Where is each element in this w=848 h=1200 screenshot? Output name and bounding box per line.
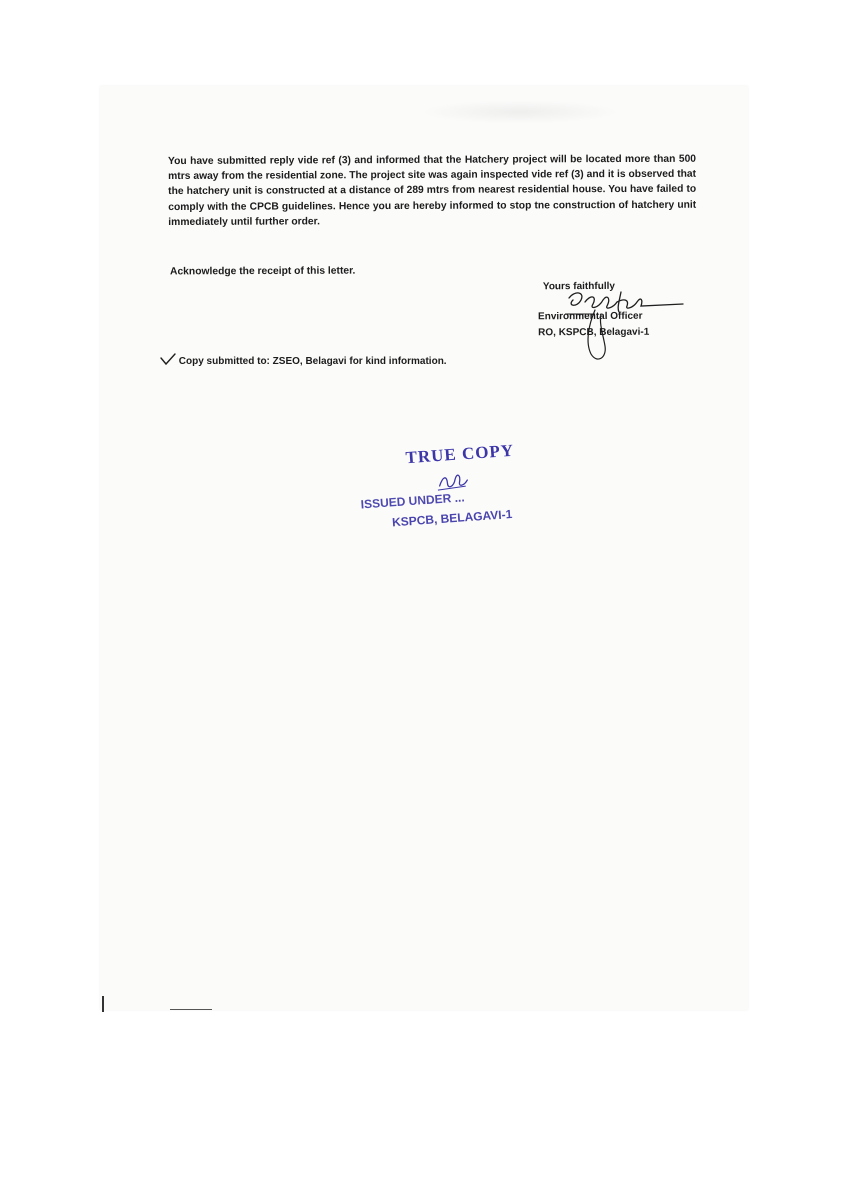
handwritten-signature xyxy=(555,284,695,370)
scan-edge-mark xyxy=(102,996,104,1012)
stamp-issued-line: ISSUED UNDER ... xyxy=(360,490,466,512)
letter-body-paragraph: You have submitted reply vide ref (3) and informed that the Hatchery project will be located more than 500 mtrs away from the residential zone. The project site was again inspected vide ref (3) and it is observed that the hatchery unit is constructed at a distance of 289 mtrs from nearest residential house. You have failed to comply with the CPCB guidelines. Hence you are hereby informed to stop tne construction of hatchery unit immediately until further order. xyxy=(168,153,697,228)
check-mark-icon xyxy=(160,352,176,366)
closing-text: Yours faithfully xyxy=(542,280,615,293)
copy-submitted-text: Copy submitted to: ZSEO, Belagavi for kind information. xyxy=(178,356,447,367)
designation-text: Environmental Officer xyxy=(538,310,643,323)
scan-smudge xyxy=(420,100,620,124)
copy-submitted-line xyxy=(160,352,447,367)
true-copy-stamp xyxy=(355,430,582,549)
office-text: RO, KSPCB, Belagavi-1 xyxy=(538,326,650,339)
stamp-title: TRUE COPY xyxy=(404,440,515,468)
stamp-office-line: KSPCB, BELAGAVI-1 xyxy=(391,506,513,530)
acknowledge-text: Acknowledge the receipt of this letter. xyxy=(169,265,356,278)
scan-bottom-line xyxy=(170,1009,212,1010)
